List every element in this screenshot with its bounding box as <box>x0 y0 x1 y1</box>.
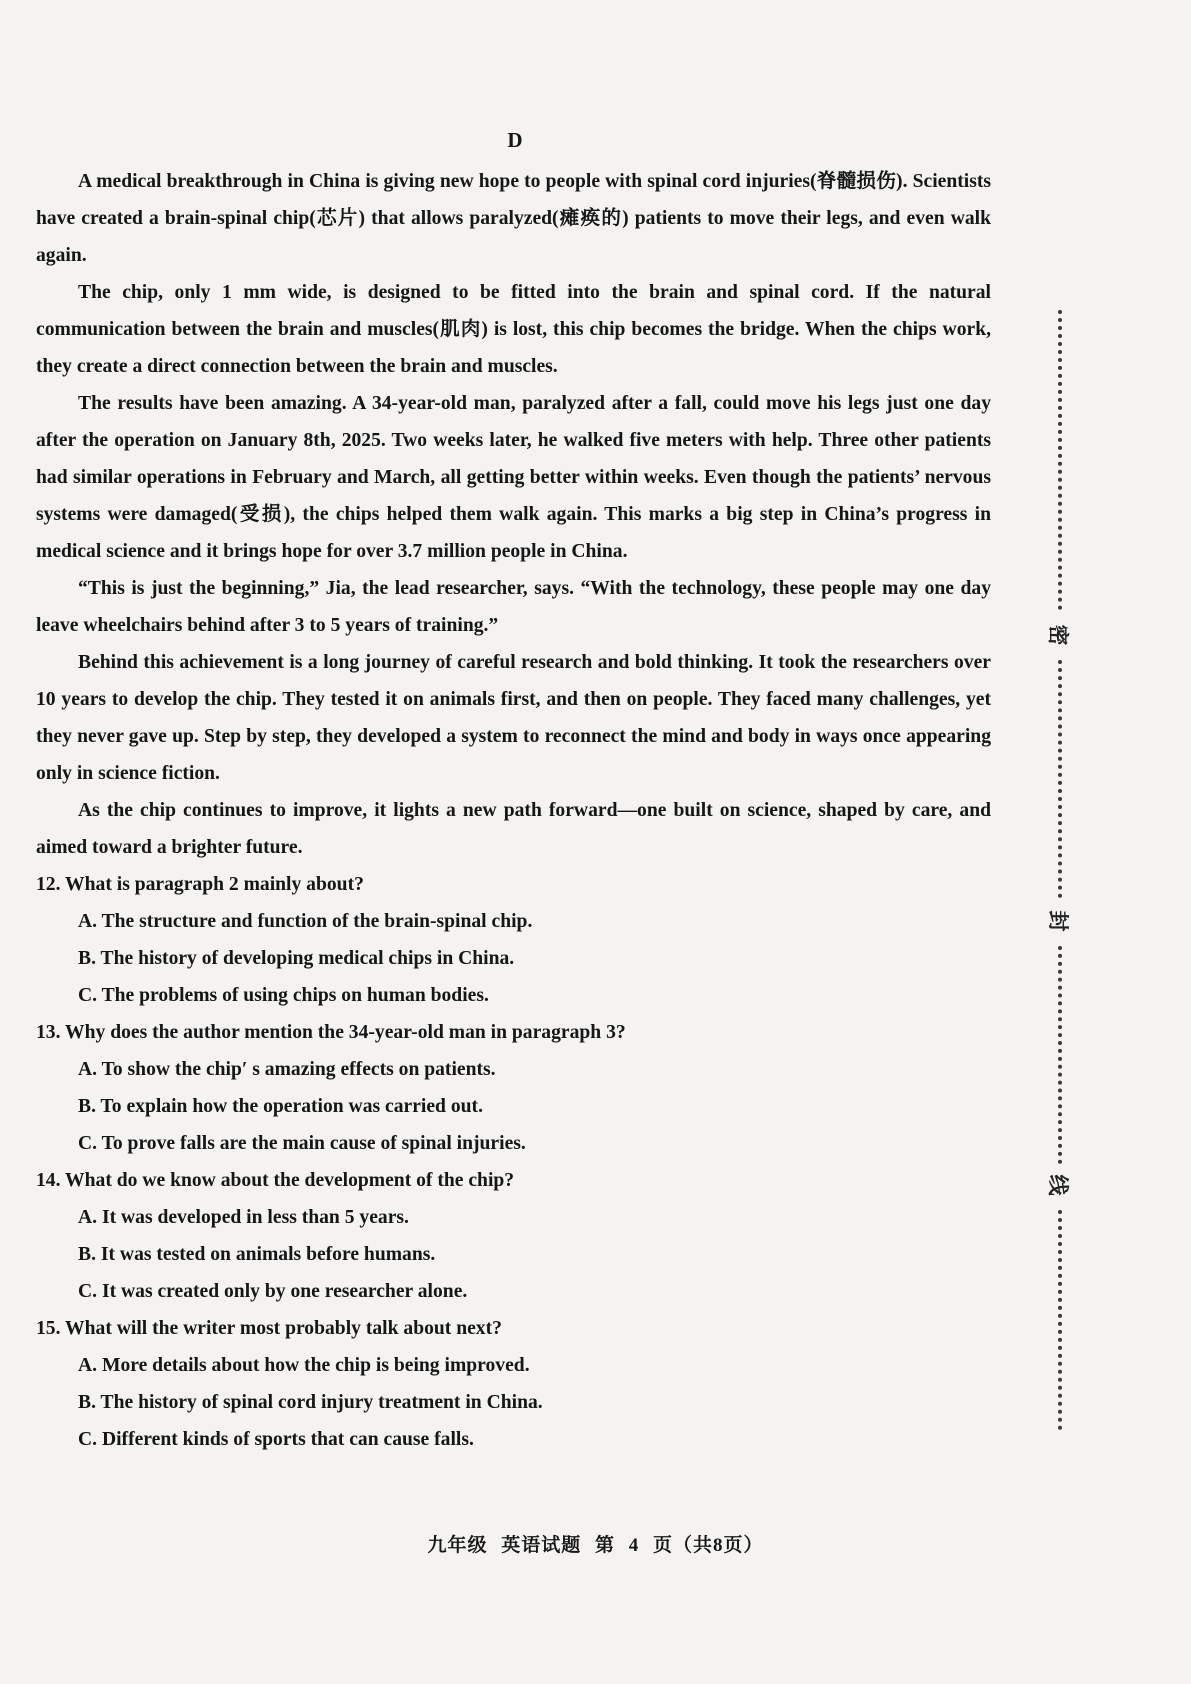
binding-char-xian: 线 <box>1046 1174 1070 1196</box>
reading-passage <box>36 163 991 1458</box>
section-label: D <box>507 128 523 152</box>
question-stem: 12. What is paragraph 2 mainly about? <box>36 874 364 895</box>
option-b: B. The history of spinal cord injury treatment in China. <box>78 1392 543 1413</box>
paragraph: The chip, only 1 mm wide, is designed to be fitted into the brain and spinal cord. If the natural communication between the brain and muscles(肌肉) is lost, this chip becomes the bridge. When the chips work, they create a direct connection between the brain and muscles. <box>36 282 991 377</box>
binding-char-feng: 封 <box>1046 910 1070 932</box>
question-12 <box>36 866 991 1014</box>
option-a: A. To show the chip′ s amazing effects on patients. <box>78 1059 496 1080</box>
binding-line <box>1048 310 1072 1430</box>
option-a: A. The structure and function of the brain-spinal chip. <box>78 911 533 932</box>
dotted-line <box>1058 310 1062 610</box>
question-14 <box>36 1162 991 1310</box>
paragraph: As the chip continues to improve, it lights a new path forward—one built on science, shaped by care, and aimed toward a brighter future. <box>36 800 991 858</box>
paragraph: The results have been amazing. A 34-year-old man, paralyzed after a fall, could move his legs just one day after the operation on January 8th, 2025. Two weeks later, he walked five meters with help. Three other patients had similar operations in February and March, all getting better within weeks. Even though the patients’ nervous systems were damaged(受损), the chips helped them walk again. This marks a big step in China’s progress in medical science and it brings hope for over 3.7 million people in China. <box>36 393 991 562</box>
paragraph: Behind this achievement is a long journey of careful research and bold thinking. It took the researchers over 10 years to develop the chip. They tested it on animals first, and then on people. They faced many challenges, yet they never gave up. Step by step, they developed a system to reconnect the mind and body in ways once appearing only in science fiction. <box>36 652 991 784</box>
option-c: C. To prove falls are the main cause of spinal injuries. <box>78 1133 526 1154</box>
paragraph: A medical breakthrough in China is giving new hope to people with spinal cord injuries(脊髓损伤). Scientists have created a brain-spinal chip(芯片) that allows paralyzed(瘫痪的) patients to move their legs, and even walk again. <box>36 171 991 266</box>
question-13 <box>36 1014 991 1162</box>
dotted-line <box>1058 660 1062 898</box>
option-c: C. Different kinds of sports that can cause falls. <box>78 1429 474 1450</box>
option-c: C. It was created only by one researcher alone. <box>78 1281 468 1302</box>
binding-char-mi: 密 <box>1046 624 1070 646</box>
question-stem: 13. Why does the author mention the 34-year-old man in paragraph 3? <box>36 1022 626 1043</box>
dotted-line <box>1058 1210 1062 1430</box>
page-footer: 九年级 英语试题 第 4 页（共8页） <box>427 1535 764 1556</box>
dotted-line <box>1058 946 1062 1164</box>
option-c: C. The problems of using chips on human bodies. <box>78 985 489 1006</box>
option-a: A. More details about how the chip is being improved. <box>78 1355 530 1376</box>
option-b: B. The history of developing medical chips in China. <box>78 948 515 969</box>
option-b: B. To explain how the operation was carried out. <box>78 1096 483 1117</box>
question-stem: 15. What will the writer most probably talk about next? <box>36 1318 502 1339</box>
option-a: A. It was developed in less than 5 years. <box>78 1207 409 1228</box>
paragraph: “This is just the beginning,” Jia, the lead researcher, says. “With the technology, these people may one day leave wheelchairs behind after 3 to 5 years of training.” <box>36 578 991 636</box>
question-stem: 14. What do we know about the development of the chip? <box>36 1170 515 1191</box>
option-b: B. It was tested on animals before humans. <box>78 1244 436 1265</box>
question-15 <box>36 1310 991 1458</box>
